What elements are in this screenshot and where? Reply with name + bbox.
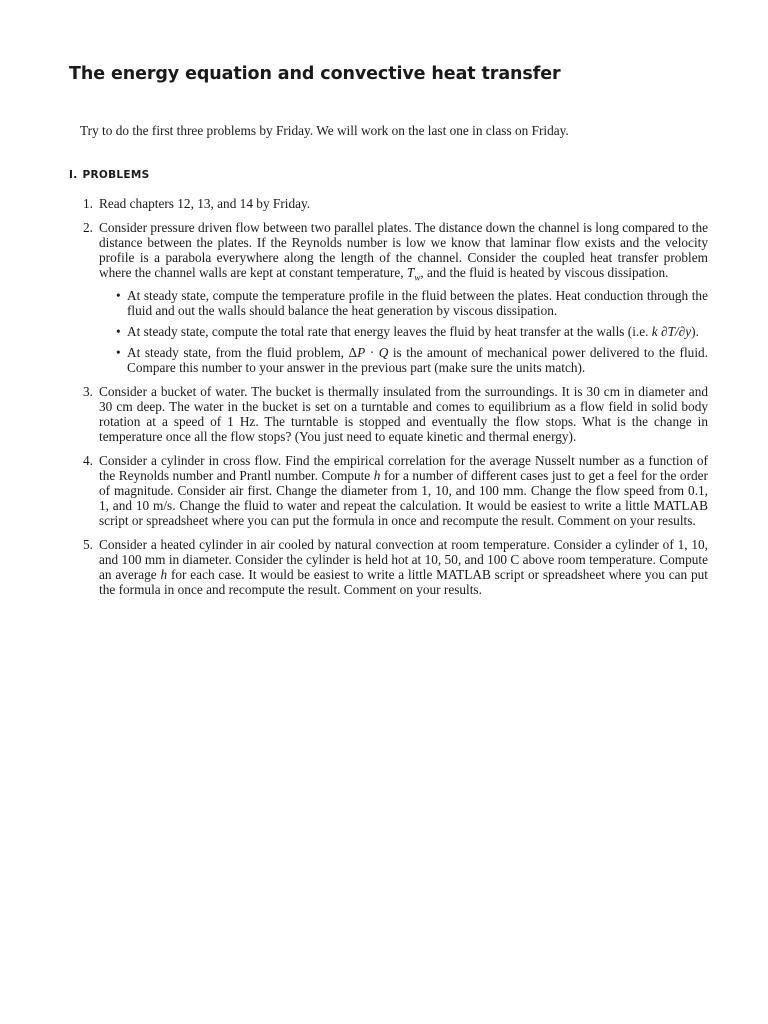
problem-text-part: for each case. It would be easiest to write a little MATLAB script or spreadsheet where you can put the formula in once and recompute the result. Comment on your results. bbox=[99, 567, 709, 597]
bullet-text-part: At steady state, from the fluid problem, bbox=[127, 345, 349, 360]
bullet-text-part: is the amount of mechanical power delivered to the fluid. Compare this number to your answer in the previous part (make sure the units match). bbox=[127, 345, 708, 375]
problem-item-4 bbox=[80, 453, 708, 528]
section-title: PROBLEMS bbox=[82, 169, 150, 181]
problem-number: 4. bbox=[83, 453, 93, 468]
problem-text bbox=[99, 453, 708, 528]
section-heading bbox=[69, 167, 149, 183]
bullet-item-1 bbox=[107, 288, 708, 318]
bullet-text-part: At steady state, compute the total rate that energy leaves the fluid by heat transfer at the walls (i.e. bbox=[127, 324, 652, 339]
intro-paragraph: Try to do the first three problems by Friday. We will work on the last one in class on Friday. bbox=[80, 123, 569, 138]
bullet-list bbox=[99, 288, 708, 375]
problem-text bbox=[99, 537, 708, 597]
problem-text-part: , and the fluid is heated by viscous dissipation. bbox=[420, 265, 669, 280]
problem-text bbox=[99, 220, 708, 283]
bullet-item-2 bbox=[107, 324, 708, 339]
bullet-text-part: ). bbox=[691, 324, 699, 339]
bullet-text bbox=[127, 324, 699, 339]
problem-number: 2. bbox=[83, 220, 93, 235]
bullet-item-3 bbox=[107, 345, 708, 375]
heat-flux-expression: k ∂T/∂y bbox=[651, 324, 692, 339]
problem-item-1 bbox=[80, 196, 708, 211]
bullet-glyph: • bbox=[116, 288, 121, 303]
wall-temperature-subscript: w bbox=[414, 272, 421, 283]
bullet-text bbox=[127, 345, 708, 375]
problem-number: 1. bbox=[83, 196, 93, 211]
problem-text: Consider a bucket of water. The bucket is thermally insulated from the surroundings. It is 30 cm in diameter and 30 cm deep. The water in the bucket is set on a turntable and comes to equilibrium as a flow field in solid body rotation at a speed of 1 Hz. The turntable is stopped and eventually the flow stops. What is the change in temperature once all the flow stops? (You just need to equate kinetic and thermal energy). bbox=[99, 384, 708, 444]
delta-symbol: Δ bbox=[348, 345, 358, 360]
bullet-glyph: • bbox=[116, 345, 121, 360]
pressure-symbol: P bbox=[357, 345, 366, 360]
flow-rate-symbol: Q bbox=[378, 345, 389, 360]
wall-temperature-symbol: T bbox=[406, 265, 415, 280]
problem-number: 5. bbox=[83, 537, 93, 552]
problem-text-part: Consider a cylinder in cross flow. Find the empirical correlation for the average Nusselt number as a function of the Reynolds number and Prantl number. Compute bbox=[99, 453, 708, 483]
heat-transfer-coefficient-symbol: h bbox=[373, 468, 381, 483]
section-number: I. bbox=[69, 169, 78, 181]
problem-item-2 bbox=[80, 220, 708, 375]
dot-operator: · bbox=[365, 345, 379, 360]
problem-text-part: Consider pressure driven flow between two parallel plates. The distance down the channel is long compared to the distance between the plates. If the Reynolds number is low we know that laminar flow exists and the velocity profile is a parabola everywhere along the length of the channel. Consider the coupled heat transfer problem where the channel walls are kept at constant temperature, bbox=[99, 220, 708, 280]
problem-item-3 bbox=[80, 384, 708, 444]
problem-item-5 bbox=[80, 537, 708, 597]
heat-transfer-coefficient-symbol: h bbox=[160, 567, 168, 582]
problem-text-part: Consider a heated cylinder in air cooled by natural convection at room temperature. Consider a cylinder of 1, 10, and 100 mm in diameter. Consider the cylinder is held hot at 10, 50, and 100 C above room temperature. Compute an average bbox=[99, 537, 708, 582]
problem-text-part: for a number of different cases just to get a feel for the order of magnitude. Consider air first. Change the diameter from 1, 10, and 100 mm. Change the flow speed from 0.1, 1, and 10 m/s. Change the fluid to water and repeat the calculation. It would be easiest to write a little MATLAB script or spreadsheet where you can put the formula in once and recompute the result. Comment on your results. bbox=[99, 468, 708, 528]
bullet-text: At steady state, compute the temperature profile in the fluid between the plates. Heat conduction through the fluid and out the walls should balance the heat generation by viscous dissipation. bbox=[127, 288, 708, 318]
problem-number: 3. bbox=[83, 384, 93, 399]
problem-text: Read chapters 12, 13, and 14 by Friday. bbox=[99, 196, 311, 211]
page-title: The energy equation and convective heat transfer bbox=[69, 64, 561, 84]
bullet-glyph: • bbox=[116, 324, 121, 339]
problem-list bbox=[80, 196, 708, 606]
